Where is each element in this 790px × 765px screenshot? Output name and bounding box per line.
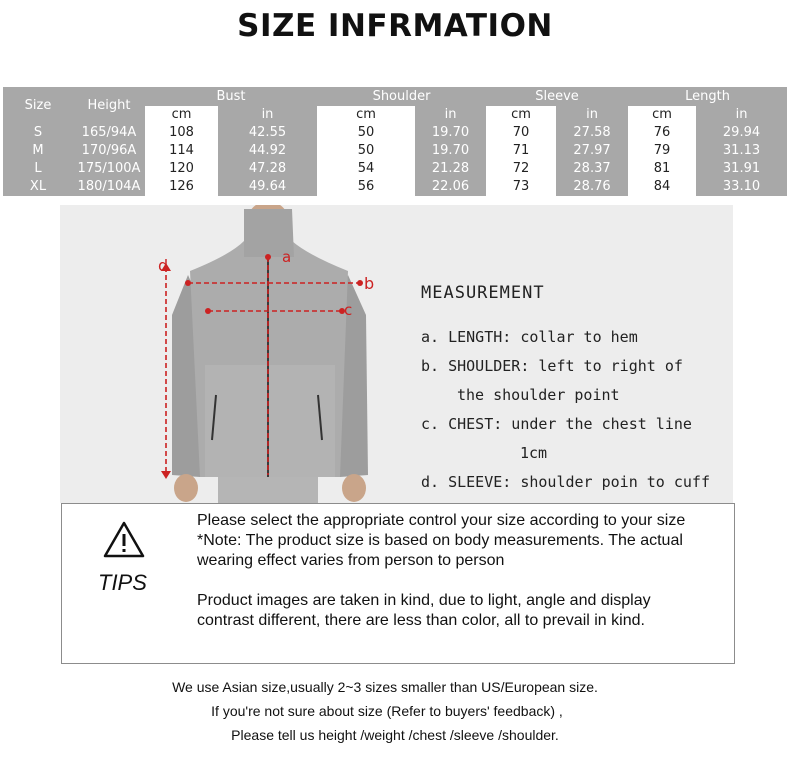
cell-bust-in: 44.92 [218,142,317,160]
cell-bust-in: 42.55 [218,124,317,142]
cell-sleeve-cm: 73 [486,178,556,196]
cell-length-in: 31.13 [696,142,787,160]
cell-size: S [3,124,73,142]
marker-d: d [158,256,169,275]
cell-sleeve-in: 27.97 [556,142,628,160]
tips-box [61,503,735,664]
cell-shoulder-in: 19.70 [415,124,486,142]
unit-cm: cm [317,106,415,124]
header-bust: Bust [145,87,317,106]
table-row [3,178,787,196]
cell-length-cm: 84 [628,178,696,196]
unit-in: in [218,106,317,124]
tips-line: Product images are taken in kind, due to light, angle and display [197,592,651,609]
measurement-heading: MEASUREMENT [421,283,545,303]
jacket-illustration [60,205,420,503]
cell-sleeve-cm: 70 [486,124,556,142]
unit-in: in [556,106,628,124]
cell-length-cm: 79 [628,142,696,160]
cell-length-cm: 81 [628,160,696,178]
cell-shoulder-cm: 50 [317,142,415,160]
cell-bust-in: 47.28 [218,160,317,178]
measurement-line-c: c. CHEST: under the chest line [421,415,692,433]
page-title: SIZE INFRMATION [237,8,553,44]
cell-sleeve-cm: 71 [486,142,556,160]
unit-cm: cm [145,106,218,124]
unit-in: in [415,106,486,124]
footer-line: We use Asian size,usually 2~3 sizes smaller than US/European size. [172,679,598,695]
header-length: Length [628,87,787,106]
tips-line: wearing effect varies from person to person [197,552,505,569]
cell-bust-cm: 120 [145,160,218,178]
cell-sleeve-in: 28.37 [556,160,628,178]
table-row [3,160,787,178]
warning-triangle-icon [102,520,146,560]
footer-line: Please tell us height /weight /chest /sleeve /shoulder. [231,727,559,743]
cell-sleeve-in: 28.76 [556,178,628,196]
cell-length-in: 29.94 [696,124,787,142]
cell-sleeve-in: 27.58 [556,124,628,142]
header-height: Height [73,87,145,124]
cell-size: XL [3,178,73,196]
footer-line: If you're not sure about size (Refer to buyers' feedback) , [211,703,563,719]
cell-bust-cm: 114 [145,142,218,160]
measurement-diagram [60,205,733,503]
cell-height: 170/96A [73,142,145,160]
cell-size: L [3,160,73,178]
table-header-row [3,87,787,106]
cell-size: M [3,142,73,160]
tips-label: TIPS [98,570,147,595]
cell-bust-cm: 126 [145,178,218,196]
unit-cm: cm [628,106,696,124]
cell-height: 180/104A [73,178,145,196]
unit-in: in [696,106,787,124]
tips-line: contrast different, there are less than color, all to prevail in kind. [197,612,645,629]
header-size: Size [3,87,73,124]
measurement-line-c-cont: 1cm [520,444,548,462]
header-shoulder: Shoulder [317,87,486,106]
tips-line: *Note: The product size is based on body measurements. The actual [197,532,683,549]
cell-sleeve-cm: 72 [486,160,556,178]
cell-bust-in: 49.64 [218,178,317,196]
cell-shoulder-in: 21.28 [415,160,486,178]
unit-cm: cm [486,106,556,124]
marker-b: b [364,274,375,293]
cell-shoulder-cm: 56 [317,178,415,196]
measurement-line-b: b. SHOULDER: left to right of [421,357,683,375]
cell-bust-cm: 108 [145,124,218,142]
measurement-line-a: a. LENGTH: collar to hem [421,328,638,346]
cell-length-in: 33.10 [696,178,787,196]
cell-shoulder-in: 19.70 [415,142,486,160]
marker-c: c [344,301,353,319]
cell-length-in: 31.91 [696,160,787,178]
table-row [3,142,787,160]
cell-shoulder-in: 22.06 [415,178,486,196]
table-row [3,124,787,142]
marker-a: a [282,248,292,266]
size-table [3,87,787,196]
measurement-line-d: d. SLEEVE: shoulder poin to cuff [421,473,710,491]
header-sleeve: Sleeve [486,87,628,106]
measurement-line-b-cont: the shoulder point [457,386,620,404]
cell-shoulder-cm: 54 [317,160,415,178]
cell-height: 165/94A [73,124,145,142]
cell-length-cm: 76 [628,124,696,142]
cell-shoulder-cm: 50 [317,124,415,142]
cell-height: 175/100A [73,160,145,178]
tips-line: Please select the appropriate control your size according to your size [197,512,686,529]
